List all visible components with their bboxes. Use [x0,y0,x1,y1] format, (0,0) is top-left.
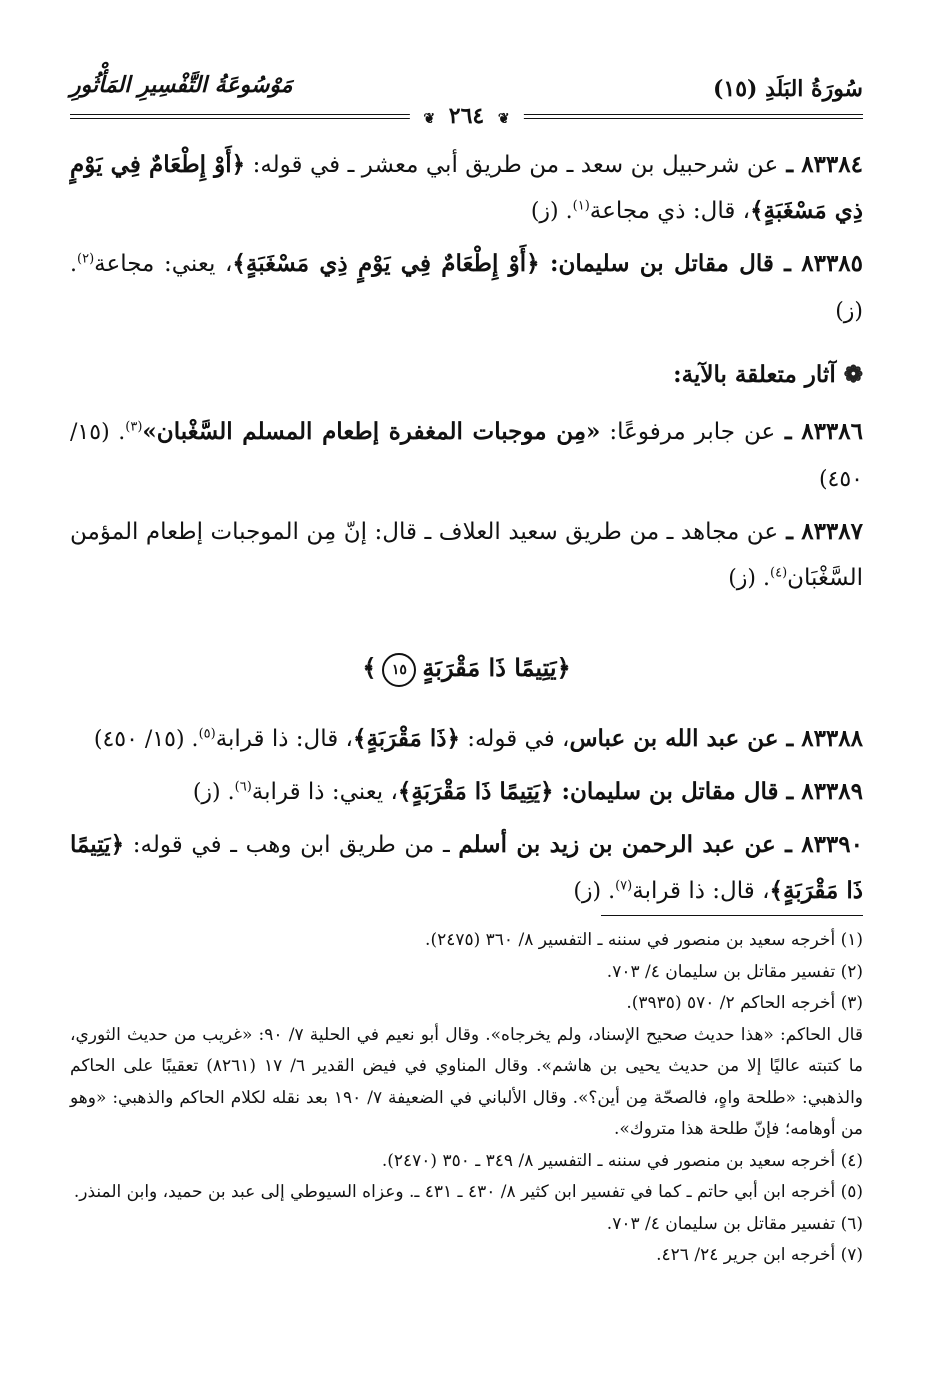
quran-quote: ﴿ذَا مَقْرَبَةٍ﴾ [352,725,460,752]
footnote-3-commentary: قال الحاكم: «هذا حديث صحيح الإسناد، ولم يخرجاه». وقال أبو نعيم في الحلية ٧/ ٩٠: «غريب من حديث الثوري، ما كتبته عاليًا إلا من حديث يحيى بن هاشم». وقال المناوي في فيض القدير ٦/ ١٧ (٨٢٦١) تعقيبًا على الحاكم والذهبي: «طلحة واهٍ، فالصحّة مِن أين؟». وقال الألباني في الضعيفة ٧/ ١٩٠ بعد نقله لكلام الحاكم والذهبي: «وهو من أوهامه؛ فإنّ طلحة هذا متروك». [70,1024,863,1139]
narration-text: ، في قوله: [459,726,570,752]
footnote-ref[interactable]: (٥) [198,726,216,742]
footnote-ref[interactable]: (٦) [234,779,252,795]
narration-text: ، قال: ذا قرابة [632,878,770,904]
verse-heading [70,648,863,688]
narration-83389 [70,769,863,816]
narration-text: ، قال: ذي مجاعة [589,198,751,224]
page-number [409,103,523,129]
quran-quote: ﴿أَوْ إِطْعَامٌ فِي يَوْمٍ ذِي مَسْغَبَةٍ﴾ [70,151,863,224]
narration-number: ٨٣٣٨٧ ـ [778,518,863,545]
narrator-name: قال مقاتل بن سليمان: [539,250,774,277]
footnote-6: (٦) تفسير مقاتل بن سليمان ٤/ ٧٠٣. [606,1213,863,1234]
hadith-quote: «مِن موجبات المغفرة إطعام المسلم السَّغْبان» [142,418,601,445]
verse-bracket-open: ﴿ [556,653,571,682]
source-ref: . (ز) [192,780,235,805]
verse-number-marker: ١٥ [382,653,416,687]
narration-text: عن شرحبيل بن سعد ـ من طريق أبي معشر ـ في قوله: [245,152,779,178]
flower-icon: ❁ [843,361,863,388]
narration-83390 [70,822,863,915]
narration-83384 [70,142,863,235]
surah-title: سُورَةُ البَلَدِ (١٥) [712,76,863,102]
footnote-3: (٣) أخرجه الحاكم ٢/ ٥٧٠ (٣٩٣٥). [626,993,863,1013]
footnote-ref[interactable]: (٤) [770,565,788,581]
narration-text: ـ من طريق ابن وهب ـ في قوله: [124,832,459,858]
narration-text: ، قال: ذا قرابة [215,726,353,752]
main-text [70,142,863,921]
narration-83385 [70,241,863,335]
footnote-ref[interactable]: (٢) [77,251,95,267]
footnote-ref[interactable]: (٣) [125,419,143,435]
narration-number: ٨٣٣٨٨ ـ [778,725,863,752]
narration-number: ٨٣٣٨٥ ـ [773,250,864,277]
ornament-icon: ❦ [497,111,510,127]
footnote-5: (٥) أخرجه ابن أبي حاتم ـ كما في تفسير ابن كثير ٨/ ٤٣٠ ـ ٤٣١ ـ. وعزاه السيوطي إلى عبد بن حميد، وابن المنذر. [73,1182,863,1202]
footnote-1: (١) أخرجه سعيد بن منصور في سننه ـ التفسير ٨/ ٣٦٠ (٢٤٧٥). [425,930,863,950]
narration-83388 [70,716,863,763]
section-heading [70,355,863,395]
narration-number: ٨٣٣٩٠ ـ [775,831,863,858]
source-ref: . (ز) [530,199,573,224]
footnote-2: (٢) تفسير مقاتل بن سليمان ٤/ ٧٠٣. [606,961,863,982]
source-ref: . (١٥/ ٤٥٠) [93,727,199,752]
narration-text: عن جابر مرفوعًا: [600,419,776,445]
verse-bracket-close: ﴾ [362,653,377,682]
source-ref: . (١٥/ ٤٥٠) [70,420,863,492]
source-ref: . (ز) [70,252,863,324]
narration-text: عن مجاهد ـ من طريق سعيد العلاف ـ قال: إنّ مِن الموجبات إطعام المؤمن السَّغْبَان [70,519,863,591]
quran-quote: ﴿أَوْ إِطْعَامٌ فِي يَوْمٍ ذِي مَسْغَبَةٍ﴾ [232,250,540,277]
narrator-name: عن عبد الله بن عباس [569,725,779,752]
quran-quote: ﴿يَتِيمًا ذَا مَقْرَبَةٍ﴾ [397,778,554,805]
source-ref: . (ز) [728,566,770,591]
narration-83387 [70,509,863,602]
narration-number: ٨٣٣٨٩ ـ [778,778,863,805]
narration-text: ، يعني: ذا قرابة [251,779,398,805]
ornament-icon: ❦ [423,111,436,127]
footnote-4: (٤) أخرجه سعيد بن منصور في سننه ـ التفسير ٨/ ٣٤٩ ـ ٣٥٠ (٢٤٧٠). [381,1150,863,1171]
footnotes [70,925,863,1272]
narration-number: ٨٣٣٨٤ ـ [778,151,863,178]
narrator-name: عن عبد الرحمن بن زيد بن أسلم [458,831,776,858]
narrator-name: قال مقاتل بن سليمان: [553,778,779,805]
verse-text: يَتِيمًا ذَا مَقْرَبَةٍ [422,653,557,682]
footnote-ref[interactable]: (٧) [615,878,633,894]
quran-quote: ﴿يَتِيمًا ذَا مَقْرَبَةٍ﴾ [70,831,863,904]
narration-number: ٨٣٣٨٦ ـ [775,418,863,445]
page-number-value: ٢٦٤ [448,103,485,129]
section-heading-text: آثار متعلقة بالآية: [673,361,836,388]
book-title: مَوْسُوعَةُ التَّفْسِيرِ المَأْثُورِ [70,72,293,98]
footnote-separator [601,915,863,916]
footnote-ref[interactable]: (١) [572,198,590,214]
narration-83386 [70,409,863,503]
source-ref: . (ز) [573,879,616,904]
footnote-7: (٧) أخرجه ابن جرير ٢٤/ ٤٢٦. [656,1245,863,1265]
narration-text: ، يعني: مجاعة [94,251,233,277]
